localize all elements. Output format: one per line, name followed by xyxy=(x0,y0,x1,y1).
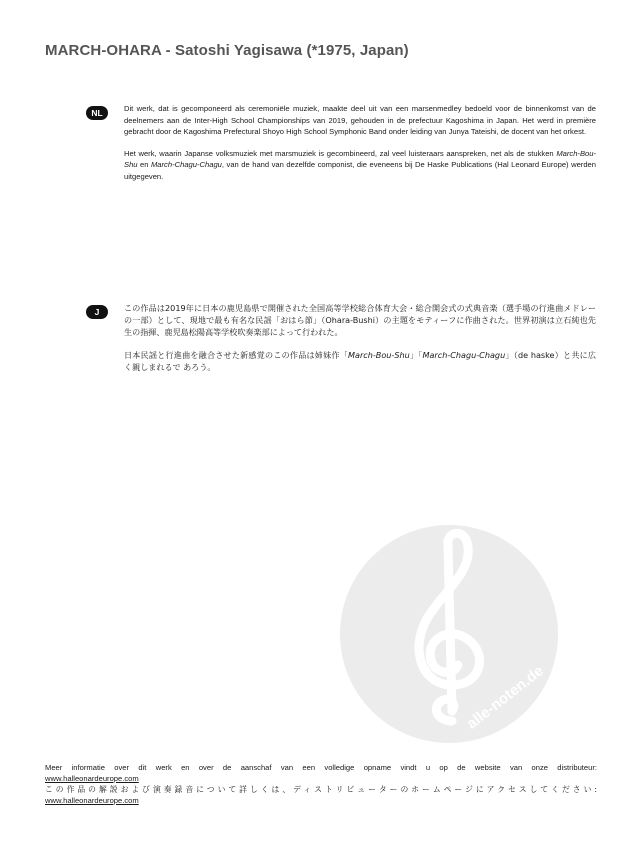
footer-nl-text: Meer informatie over dit werk en over de aanschaf van een volledige opname vindt u op de website van onze distributeur: xyxy=(45,763,597,772)
jp-p2-title-chagu-chagu: March-Chagu-Chagu xyxy=(422,349,506,360)
jp-p2-title-bou-shu: March-Bou-Shu xyxy=(348,349,410,360)
footer-jp-text: この作品の解説および演奏録音について詳しくは、ディストリビューターのホームページにアクセスしてください: xyxy=(45,785,597,794)
nl-paragraph-1: Dit werk, dat is gecomponeerd als ceremoniële muziek, maakte deel uit van een marsenmedley bedoeld voor de binnenkomst van de deelnemers aan de Inter-High School Championships van 2019, gehouden in de prefectuur Kagoshima in Japan. Het werd in première gebracht door de Kagoshima Prefectural Shoyo High School Symphonic Band onder leiding van Junya Tateishi, de docent van het orkest. xyxy=(124,104,596,137)
nl-p2-title-bou-shu: March-Bou-Shu xyxy=(124,148,596,170)
nl-p2-text-a: Het werk, waarin Japanse volksmuziek met marsmuziek is gecombineerd, zal veel luisteraars aanspreken, net als de stukken xyxy=(124,148,557,158)
footer xyxy=(45,762,597,806)
jp-p2-text-b: 」「 xyxy=(409,349,423,360)
page-title: MARCH-OHARA - Satoshi Yagisawa (*1975, Japan) xyxy=(45,42,409,59)
nl-paragraph-2 xyxy=(124,148,596,183)
footer-nl-link[interactable]: www.halleonardeurope.com xyxy=(45,774,139,783)
language-badge-jp: J xyxy=(86,305,108,319)
section-nl xyxy=(124,103,596,193)
language-badge-nl: NL xyxy=(86,106,108,120)
nl-p2-text-b: en xyxy=(137,160,151,170)
watermark-text: alle-noten.de xyxy=(463,662,547,733)
jp-p2-text-c: 」（de haske）と共に広く親しまれるで あろう。 xyxy=(124,349,597,372)
jp-p2-text-a: 日本民謡と行進曲を融合させた新感覚のこの作品は姉妹作「 xyxy=(124,349,348,360)
jp-paragraph-1: この作品は2019年に日本の鹿児島県で開催された全国高等学校総合体育大会・総合開会式の式典音楽（選手場の行進曲メドレーの一部）として、現地で最も有名な民謡「おはら節」（Ohara-Bushi）の主題をモティーフに作曲された。世界初演は立石純也先生の指揮、鹿児島松陽高等学校吹奏楽部によって行われた。 xyxy=(124,303,596,338)
jp-paragraph-2 xyxy=(124,349,596,373)
watermark-logo xyxy=(340,525,558,743)
nl-p2-title-chagu-chagu: March-Chagu-Chagu xyxy=(150,160,222,170)
footer-jp-link[interactable]: www.halleonardeurope.com xyxy=(45,796,139,805)
section-jp xyxy=(124,302,596,383)
nl-p2-text-c: , van de hand van dezelfde componist, die eveneens bij De Haske Publications (Hal Leonard Europe) werden uitgegeven. xyxy=(124,160,596,181)
